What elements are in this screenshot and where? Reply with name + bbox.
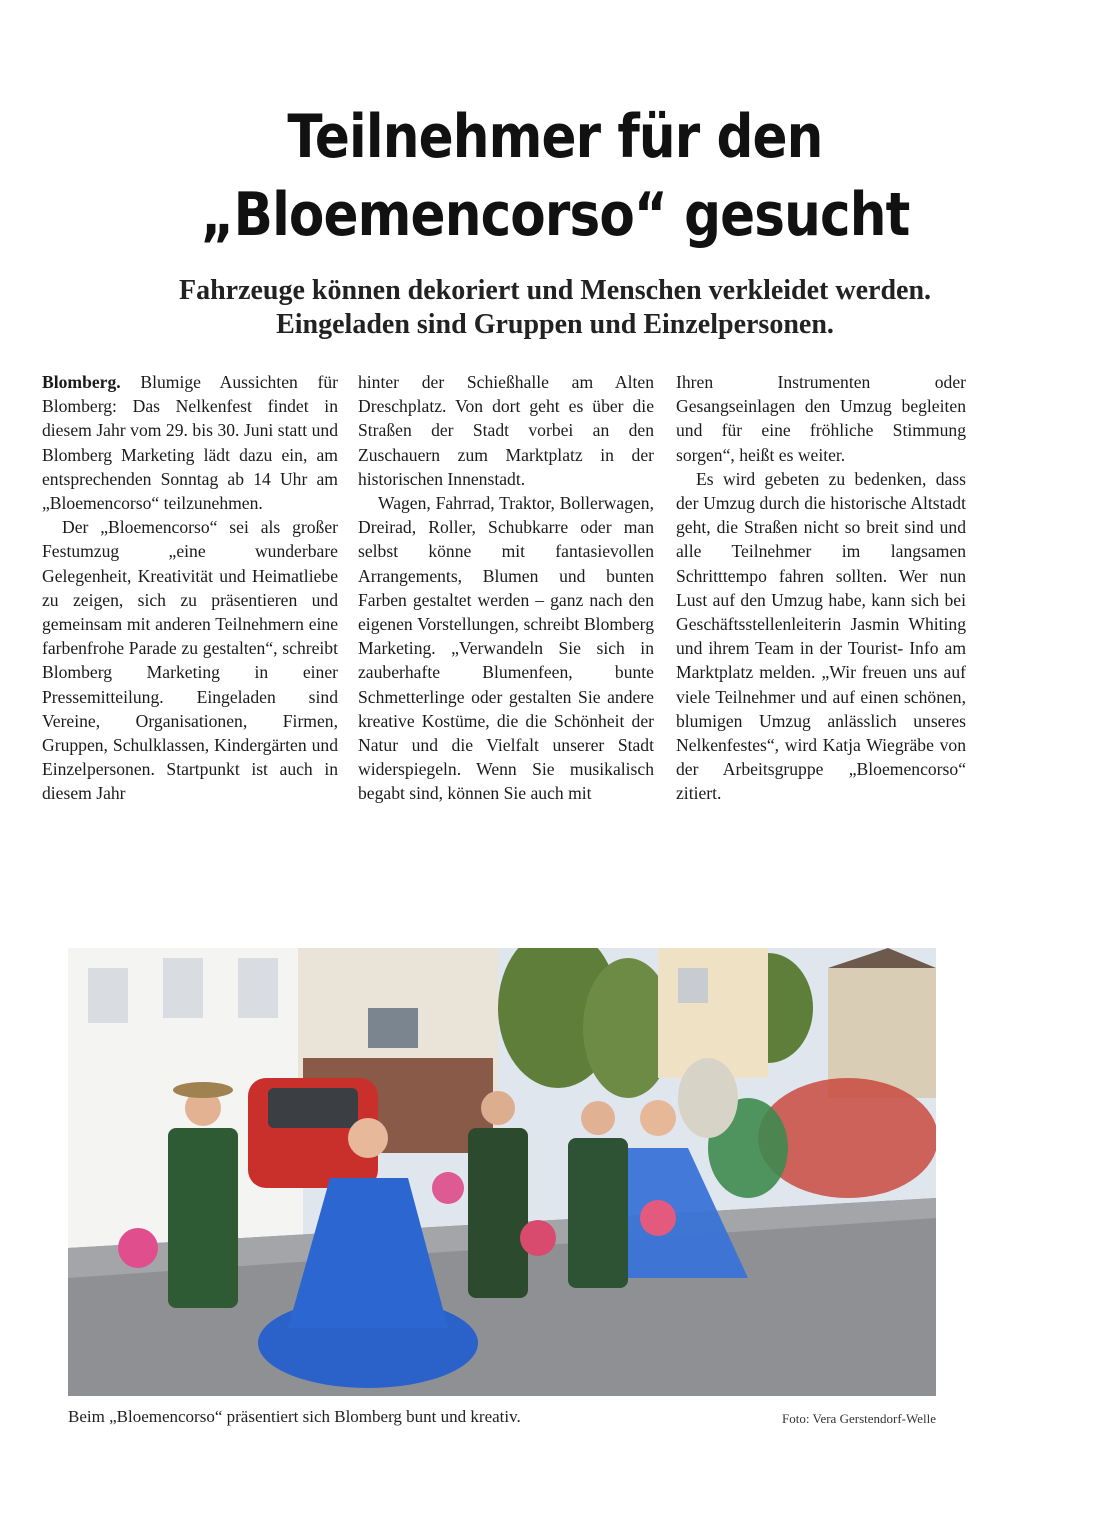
parade-photo [68, 948, 936, 1396]
headline-line-1: Teilnehmer für den [287, 102, 823, 172]
paragraph-2: Der „Bloemencorso“ sei als großer Festumzug „eine wunderbare Gelegenheit, Kreativität und Heimatliebe zu zeigen, sich zu präsentieren und gemeinsam mit anderen Teilnehmern eine farbenfrohe Parade zu gestalten“, schreibt Blomberg Marketing in einer Pressemitteilung. Eingeladen sind Vereine, Organisationen, Firmen, Gruppen, Schulklassen, Kindergärten und Einzelpersonen. Startpunkt ist auch in diesem Jahr [42, 517, 338, 804]
article-column-3 [676, 370, 966, 806]
headline [78, 98, 1033, 254]
headline-line-2: „Bloemencorso“ gesucht [200, 180, 910, 250]
paragraph-1-text: Blumige Aussichten für Blomberg: Das Nelkenfest findet in diesem Jahr vom 29. bis 30. Juni statt und Blomberg Marketing lädt dazu ein, am entsprechenden Sonntag ab 14 Uhr am „Bloemencorso“ teilzunehmen. [42, 372, 339, 514]
photo-caption: Beim „Bloemencorso“ präsentiert sich Blomberg bunt und kreativ. [68, 1407, 521, 1426]
dateline: Blomberg. [42, 372, 121, 392]
subtitle-line-2: Eingeladen sind Gruppen und Einzelpersonen. [276, 309, 834, 340]
parade-photo-illustration [68, 948, 936, 1396]
article-column-2 [358, 370, 654, 806]
paragraph-4: Es wird gebeten zu bedenken, dass der Umzug durch die historische Altstadt geht, die Straßen nicht so breit sind und alle Teilnehmer im langsamen Schritttempo fahren sollten. Wer nun Lust auf den Umzug habe, kann sich bei Geschäftsstellenleiterin Jasmin Whiting und ihrem Team in der Tourist- Info am Marktplatz melden. „Wir freuen uns auf viele Teilnehmer und auf einen schönen, blumigen Umzug anlässlich unseres Nelkenfestes“, wird Katja Wiegräbe von der Arbeitsgruppe „Bloemencorso“ zitiert. [676, 468, 966, 804]
paragraph-1 [42, 370, 338, 515]
paragraph-3-continued: Ihren Instrumenten oder Gesangseinlagen den Umzug begleiten und für eine fröhliche Stimmung sorgen“, heißt es weiter. [676, 372, 966, 465]
paragraph-3: Wagen, Fahrrad, Traktor, Bollerwagen, Dreirad, Roller, Schubkarre oder man selbst könne mit fantasievollen Arrangements, Blumen und bunten Farben gestaltet werden – ganz nach den eigenen Vorstellungen, schreibt Blomberg Marketing. „Verwandeln Sie sich in zauberhafte Blumenfeen, bunte Schmetterlinge oder gestalten Sie andere kreative Kostüme, die die Schönheit der Natur und die Vielfalt unserer Stadt widerspiegeln. Wenn Sie musikalisch begabt sind, können Sie auch mit [358, 493, 654, 804]
subtitle-line-1: Fahrzeuge können dekoriert und Menschen verkleidet werden. [178, 275, 932, 306]
paragraph-2-continued: hinter der Schießhalle am Alten Dreschplatz. Von dort geht es über die Straßen der Stadt vorbei an den Zuschauern zum Marktplatz in der historischen Innenstadt. [358, 372, 654, 489]
article-column-1 [42, 370, 338, 806]
photo-credit: Foto: Vera Gerstendorf-Welle [782, 1411, 936, 1426]
subtitle [0, 274, 1110, 342]
